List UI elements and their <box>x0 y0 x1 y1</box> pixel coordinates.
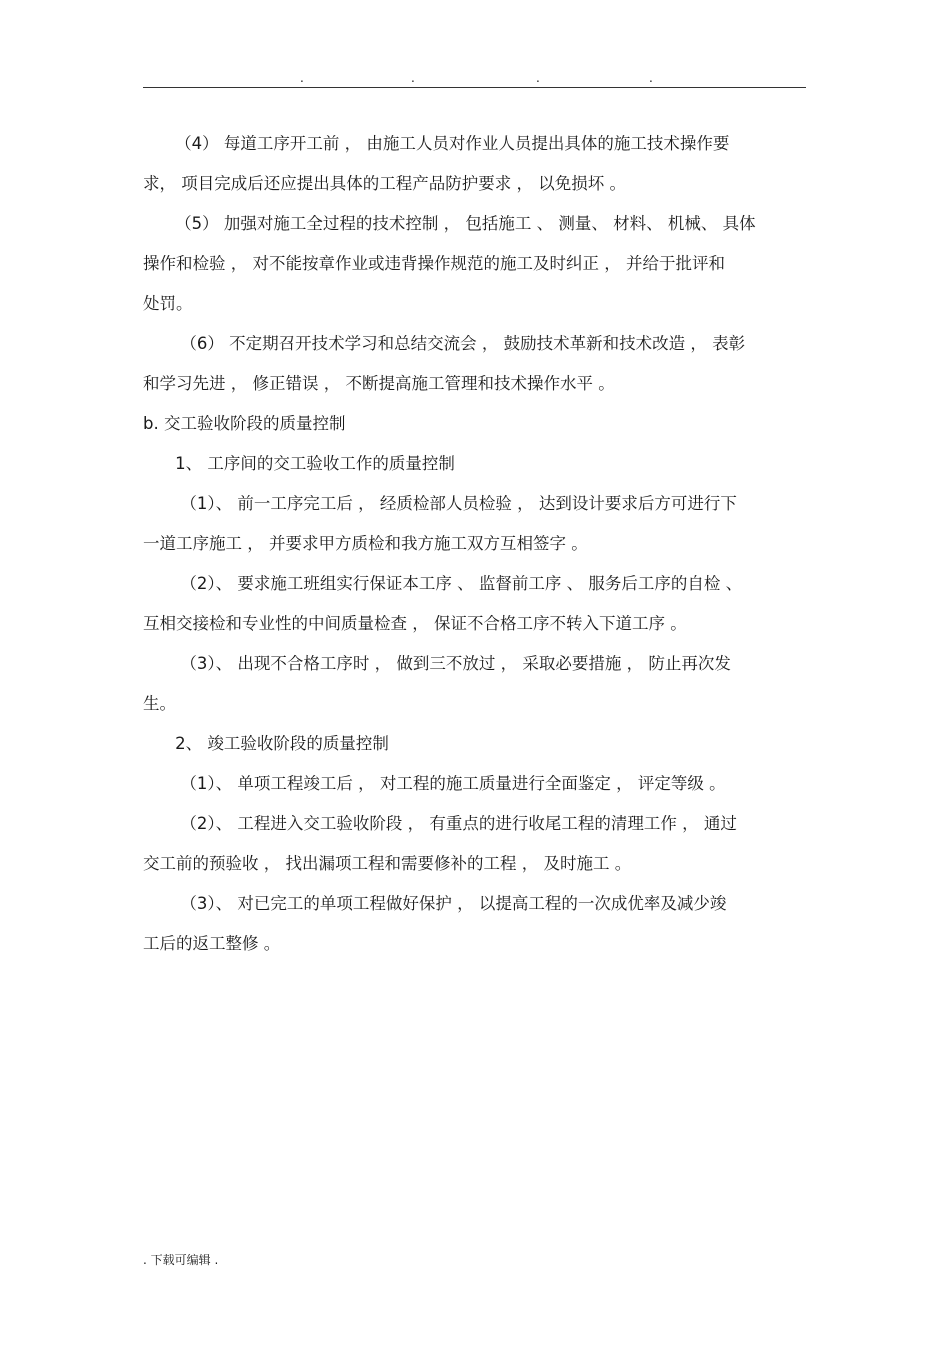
paragraph <box>143 124 806 204</box>
paragraph-line: （5） 加强对施工全过程的技术控制 ， 包括施工 、 测量、 材料、 机械、 具体 <box>175 214 756 233</box>
header-rule <box>143 87 806 88</box>
paragraph-line: （2）、 要求施工班组实行保证本工序 、 监督前工序 、 服务后工序的自检 、 <box>175 574 743 593</box>
header-dot: . <box>300 71 304 85</box>
paragraph-line: 交工前的预验收 ， 找出漏项工程和需要修补的工程 ， 及时施工 。 <box>143 854 632 873</box>
paragraph-line: 工后的返工整修 。 <box>143 934 281 953</box>
paragraph-line: 互相交接检和专业性的中间质量检查 ， 保证不合格工序不转入下道工序 。 <box>143 614 687 633</box>
paragraph <box>143 404 806 444</box>
paragraph-line: 1、 工序间的交工验收工作的质量控制 <box>175 454 455 473</box>
header-dot: . <box>411 71 415 85</box>
page-footer: . 下载可编辑 . <box>143 1253 219 1267</box>
paragraph <box>143 444 806 484</box>
paragraph <box>143 484 806 564</box>
paragraph-line: b. 交工验收阶段的质量控制 <box>143 414 346 433</box>
paragraph-line: （6） 不定期召开技术学习和总结交流会 ， 鼓励技术革新和技术改造 ， 表彰 <box>175 334 746 353</box>
paragraph <box>143 764 806 804</box>
paragraph <box>143 644 806 724</box>
paragraph <box>143 564 806 644</box>
paragraph-line: 操作和检验 ， 对不能按章作业或违背操作规范的施工及时纠正 ， 并给于批评和 <box>143 254 725 273</box>
paragraph <box>143 804 806 884</box>
paragraph-line: 一道工序施工 ， 并要求甲方质检和我方施工双方互相签字 。 <box>143 534 588 553</box>
paragraph-line: （1）、 前一工序完工后 ， 经质检部人员检验 ， 达到设计要求后方可进行下 <box>175 494 737 513</box>
paragraph-line: 和学习先进 ， 修正错误 ， 不断提高施工管理和技术操作水平 。 <box>143 374 615 393</box>
paragraph-line: 处罚。 <box>143 294 193 313</box>
paragraph <box>143 204 806 324</box>
header-dots <box>143 70 806 86</box>
paragraph-line: （4） 每道工序开工前 ， 由施工人员对作业人员提出具体的施工技术操作要 <box>175 134 730 153</box>
paragraph-line: （3）、 对已完工的单项工程做好保护 ， 以提高工程的一次成优率及减少竣 <box>175 894 727 913</box>
paragraph <box>143 324 806 404</box>
header-dot: . <box>649 71 653 85</box>
paragraph <box>143 724 806 764</box>
document-body <box>143 124 806 964</box>
paragraph-line: 求， 项目完成后还应提出具体的工程产品防护要求 ， 以免损坏 。 <box>143 174 626 193</box>
header-dot: . <box>536 71 540 85</box>
paragraph-line: （2）、 工程进入交工验收阶段 ， 有重点的进行收尾工程的清理工作 ， 通过 <box>175 814 737 833</box>
paragraph-line: 生。 <box>143 694 176 713</box>
paragraph <box>143 884 806 964</box>
paragraph-line: 2、 竣工验收阶段的质量控制 <box>175 734 389 753</box>
paragraph-line: （1）、 单项工程竣工后 ， 对工程的施工质量进行全面鉴定 ， 评定等级 。 <box>175 774 726 793</box>
paragraph-line: （3）、 出现不合格工序时 ， 做到三不放过 ， 采取必要措施 ， 防止再次发 <box>175 654 731 673</box>
